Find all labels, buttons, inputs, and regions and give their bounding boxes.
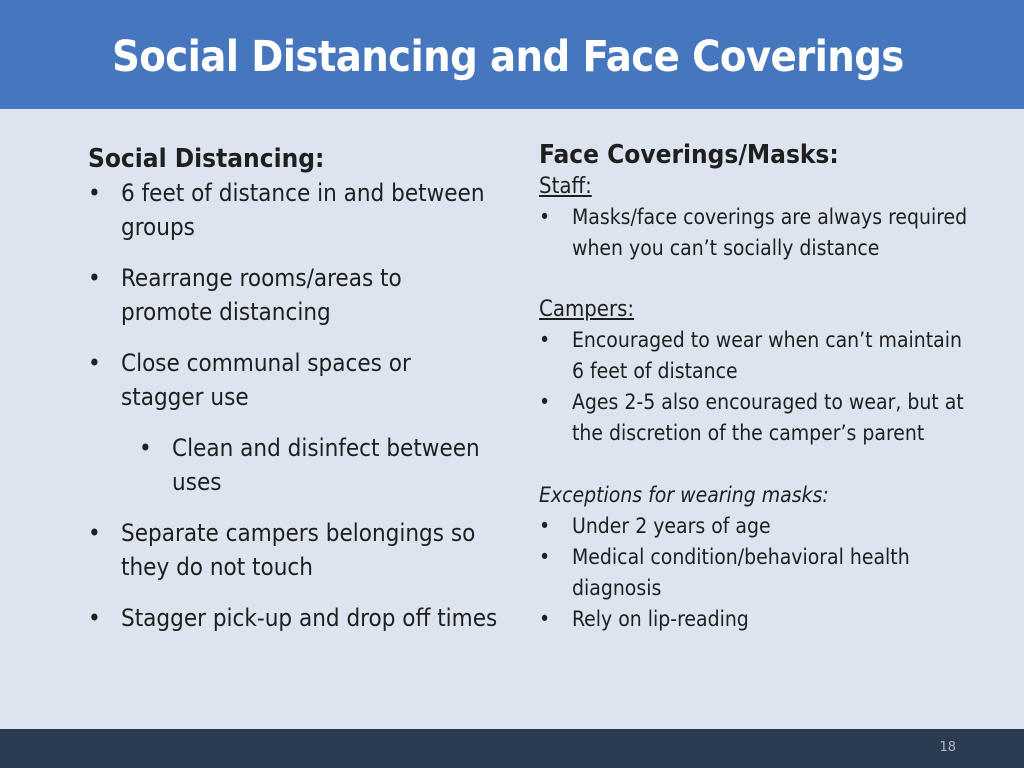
campers-list <box>539 325 979 449</box>
exceptions-label: Exceptions for wearing masks: <box>539 483 829 507</box>
list-item: • Rely on lip-reading <box>539 604 979 635</box>
list-item: • Close communal spaces or stagger use <box>88 346 498 414</box>
staff-label: Staff: <box>539 174 592 199</box>
page-number: 18 <box>939 740 956 755</box>
list-item: • Rearrange rooms/areas to promote distancing <box>88 261 498 329</box>
list-item: • 6 feet of distance in and between groups <box>88 176 498 244</box>
exceptions-list <box>539 511 979 635</box>
list-item: • Separate campers belongings so they do not touch <box>88 516 498 584</box>
social-distancing-heading: Social Distancing: <box>88 144 325 174</box>
sub-list-item: • Clean and disinfect between uses <box>88 431 498 499</box>
slide-title: Social Distancing and Face Coverings <box>112 32 904 82</box>
social-distancing-list <box>88 176 498 635</box>
list-item: • Masks/face coverings are always required when you can’t socially distance <box>539 202 979 264</box>
list-item: • Under 2 years of age <box>539 511 979 542</box>
title-bar <box>0 0 1024 109</box>
campers-label: Campers: <box>539 297 635 322</box>
footer-bar <box>0 729 1024 768</box>
social-distancing-column <box>88 142 498 652</box>
list-item: • Stagger pick-up and drop off times <box>88 601 498 635</box>
staff-list <box>539 202 979 264</box>
list-item: • Encouraged to wear when can’t maintain 6 feet of distance <box>539 325 979 387</box>
face-coverings-heading: Face Coverings/Masks: <box>539 140 839 170</box>
face-coverings-column <box>539 138 979 635</box>
list-item: • Ages 2-5 also encouraged to wear, but at the discretion of the camper’s parent <box>539 387 979 449</box>
list-item: • Medical condition/behavioral health diagnosis <box>539 542 979 604</box>
